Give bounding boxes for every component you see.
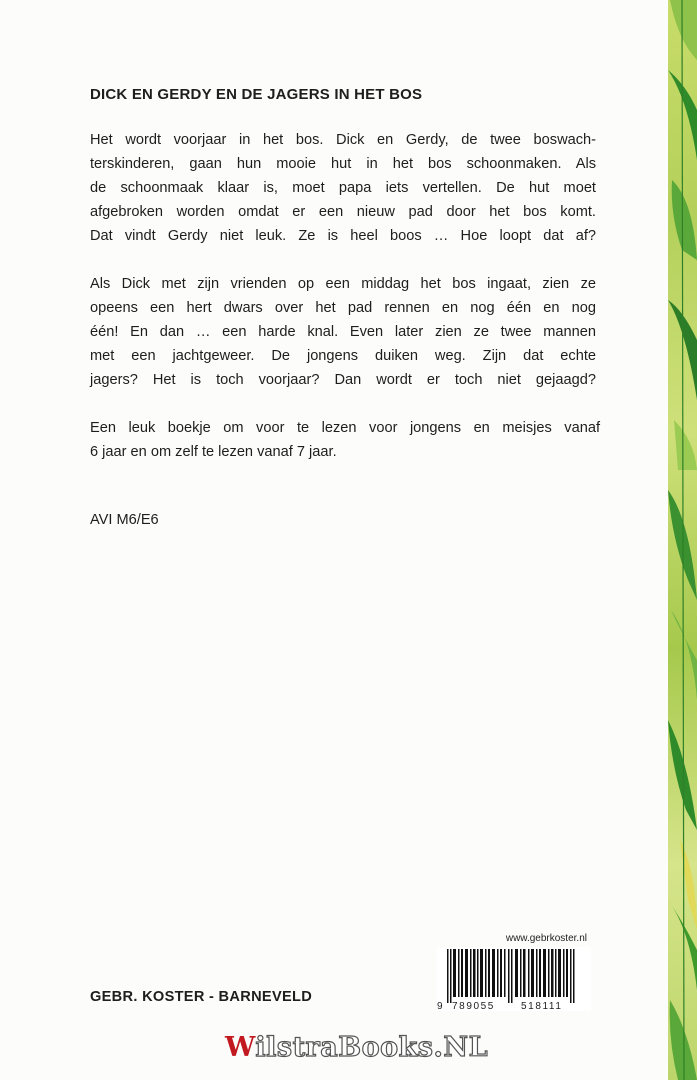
- text-line: Het wordt voorjaar in het bos. Dick en Gerdy, de twee boswach-: [90, 132, 596, 148]
- text-line: Als Dick met zijn vrienden op een middag het bos ingaat, zien ze: [90, 276, 596, 292]
- watermark-initial: W: [225, 1032, 256, 1063]
- text-line: opeens een hert dwars over het pad rennen en nog één en nog: [90, 300, 596, 316]
- blurb-paragraph-1: [90, 128, 596, 248]
- watermark-logo: [225, 1032, 488, 1063]
- barcode-digit-lead: 9: [437, 1001, 443, 1012]
- text-line: jagers? Het is toch voorjaar? Dan wordt er toch niet gejaagd?: [90, 372, 596, 388]
- blurb-paragraph-3: [90, 416, 600, 464]
- barcode-digits-left: 789055: [452, 1001, 495, 1012]
- blurb-paragraph-2: [90, 272, 596, 392]
- text-line: Een leuk boekje om voor te lezen voor jongens en meisjes vanaf: [90, 420, 600, 436]
- leaf-pattern-icon: [668, 0, 697, 1080]
- text-line: met een jachtgeweer. De jongens duiken weg. Zijn dat echte: [90, 348, 596, 364]
- avi-reading-level: AVI M6/E6: [90, 512, 159, 528]
- text-line: de schoonmaak klaar is, moet papa iets vertellen. De hut moet: [90, 180, 596, 196]
- barcode-icon: [437, 947, 591, 1003]
- text-line: afgebroken worden omdat er een nieuw pad door het bos komt.: [90, 204, 596, 220]
- leaf-illustration-strip: [668, 0, 697, 1080]
- text-line: één! En dan … een harde knal. Even later zien ze twee mannen: [90, 324, 596, 340]
- book-title: DICK EN GERDY EN DE JAGERS IN HET BOS: [90, 86, 423, 103]
- text-line: terskinderen, gaan hun mooie hut in het bos schoonmaken. Als: [90, 156, 596, 172]
- text-line: 6 jaar en om zelf te lezen vanaf 7 jaar.: [90, 444, 337, 460]
- publisher-website: www.gebrkoster.nl: [505, 933, 587, 944]
- publisher-name: GEBR. KOSTER - BARNEVELD: [90, 989, 313, 1005]
- barcode-digits-right: 518111: [521, 1001, 563, 1012]
- watermark-text: ilstraBooks.NL: [255, 1032, 489, 1063]
- text-line: Dat vindt Gerdy niet leuk. Ze is heel boos … Hoe loopt dat af?: [90, 228, 596, 244]
